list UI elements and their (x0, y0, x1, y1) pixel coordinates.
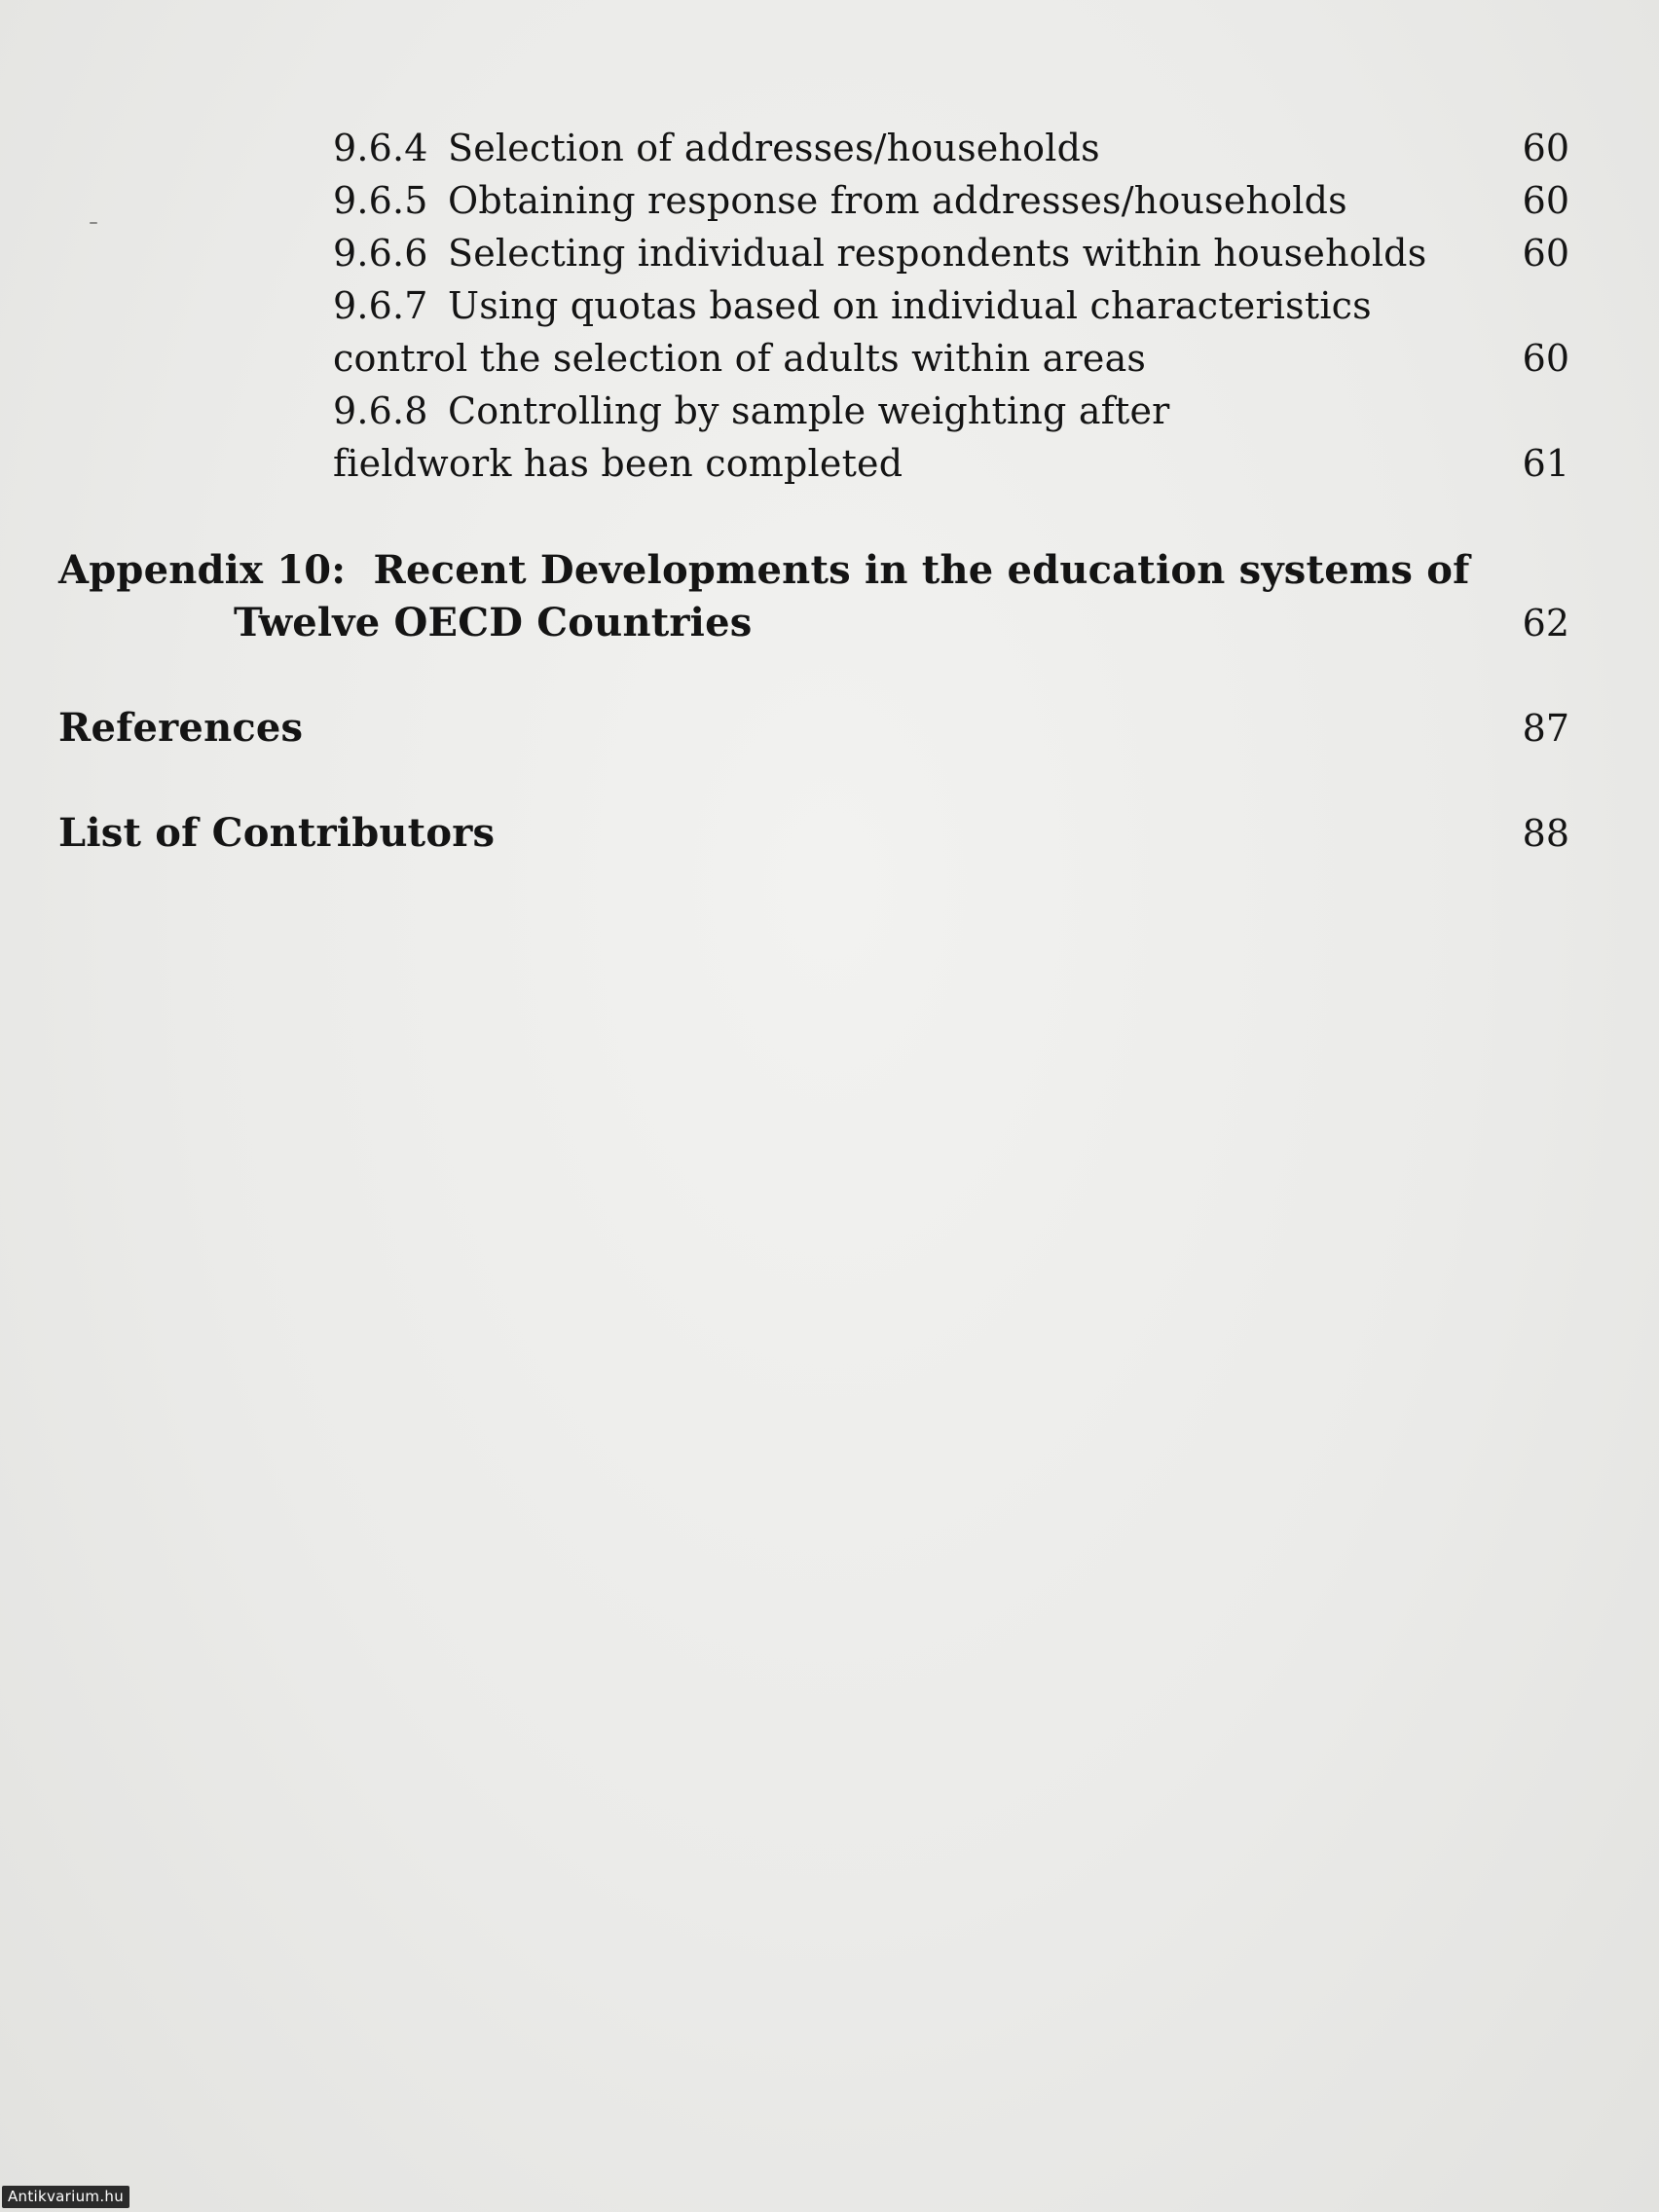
section-number: 9.6.5 (333, 179, 428, 222)
page-number: 60 (1522, 127, 1569, 169)
toc-entry-references: References (58, 705, 304, 751)
toc-entry-appendix-10 (58, 544, 1470, 597)
toc-entry-9-6-4 (333, 122, 1100, 174)
page-number: 60 (1522, 232, 1569, 275)
watermark: Antikvarium.hu (2, 2186, 129, 2208)
page-number: 62 (1522, 602, 1569, 645)
section-number: 9.6.7 (333, 284, 428, 327)
section-title: Controlling by sample weighting after (448, 389, 1170, 432)
toc-entry-9-6-8 (333, 385, 1170, 437)
section-title: Using quotas based on individual characteristics (448, 284, 1372, 327)
section-number: 9.6.4 (333, 127, 428, 169)
toc-entry-9-6-7-continuation: control the selection of adults within areas (333, 337, 1147, 380)
page-number: 87 (1522, 707, 1569, 750)
page-number: 88 (1522, 812, 1569, 855)
appendix-label: Appendix 10: (58, 547, 347, 593)
page-number: 60 (1522, 337, 1569, 380)
page-number: 60 (1522, 179, 1569, 222)
section-title: Selection of addresses/households (448, 127, 1100, 169)
section-number: 9.6.6 (333, 232, 428, 275)
appendix-title: Recent Developments in the education systems of (373, 547, 1470, 593)
toc-entry-9-6-7 (333, 279, 1372, 332)
section-title: Selecting individual respondents within households (448, 232, 1427, 275)
toc-entry-9-6-8-continuation: fieldwork has been completed (333, 442, 903, 485)
toc-entry-list-of-contributors: List of Contributors (58, 810, 496, 856)
section-number: 9.6.8 (333, 389, 428, 432)
section-title: Obtaining response from addresses/households (448, 179, 1347, 222)
toc-entry-9-6-5 (333, 174, 1347, 227)
page-number: 61 (1522, 442, 1569, 485)
toc-entry-appendix-10-continuation: Twelve OECD Countries (234, 600, 753, 645)
toc-entry-9-6-6 (333, 227, 1426, 279)
